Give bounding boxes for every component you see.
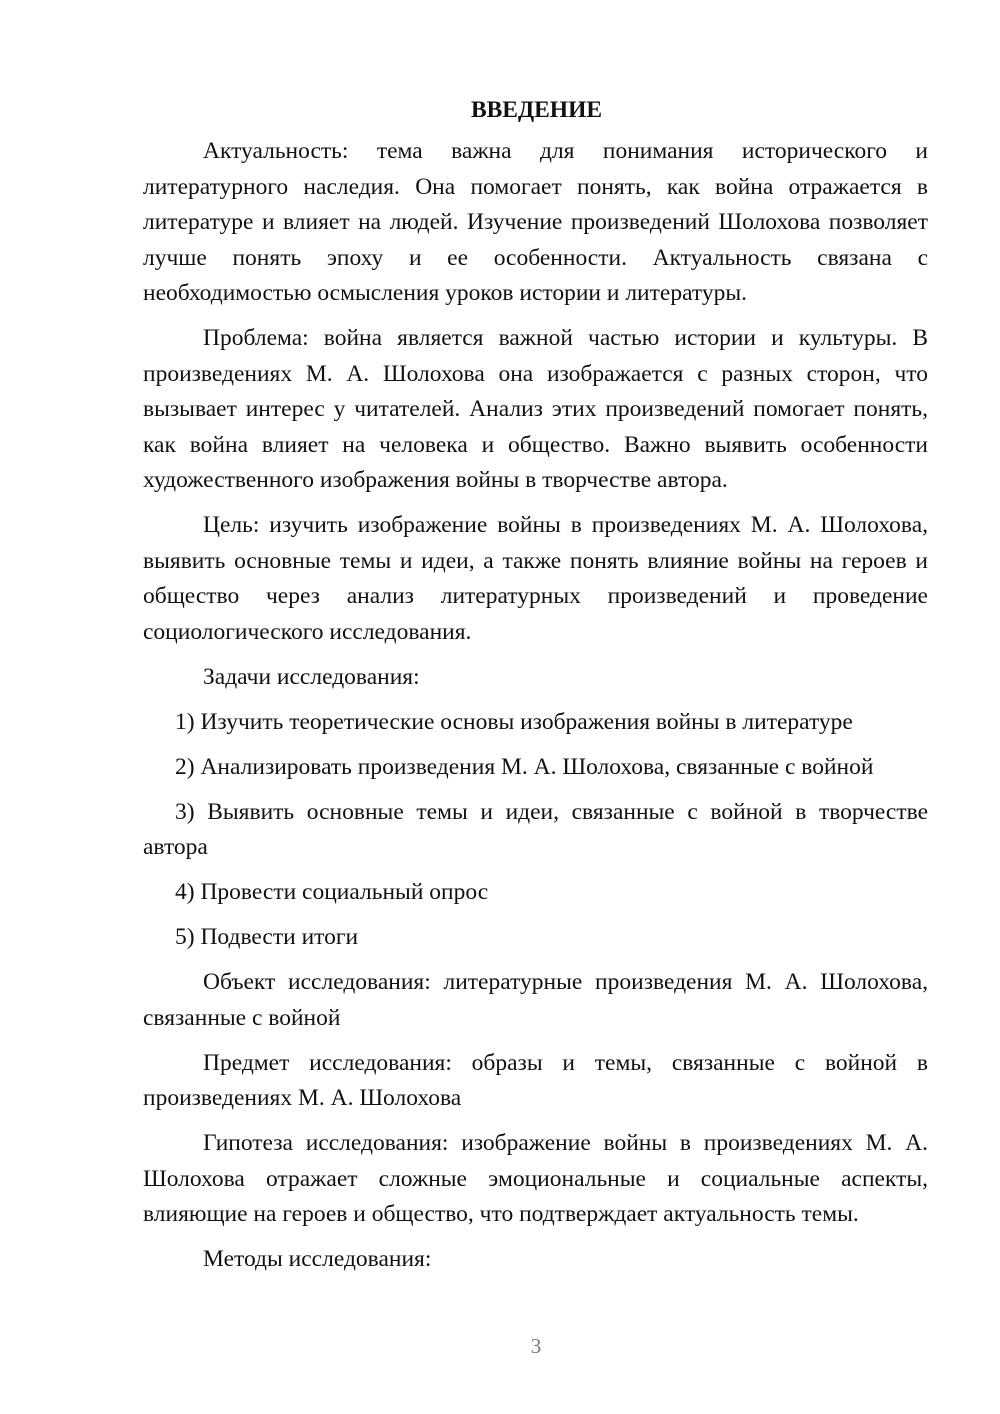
subject-paragraph: Предмет исследования: образы и темы, связанные с войной в произведениях М. А. Шолохова [143,1049,928,1111]
tasks-label: Задачи исследования: [203,663,420,690]
problem-paragraph: Проблема: война является важной частью истории и культуры. В произведениях М. А. Шолохова она изображается с разных сторон, что вызывает интерес у читателей. Анализ этих произведений помогает понять, как война влияет на человека и общество. Важно выявить особенности художественного изображения войны в творчестве автора. [143,325,928,493]
task-item-3: 3) Выявить основные темы и идеи, связанные с войной в творчестве автора [143,798,928,860]
page-number: 3 [530,1334,542,1358]
task-item-1: 1) Изучить теоретические основы изображения войны в литературе [175,708,853,735]
goal-paragraph: Цель: изучить изображение войны в произведениях М. А. Шолохова, выявить основные темы и идеи, а также понять влияние войны на героев и общество через анализ литературных произведений и проведение социологического исследования. [143,512,928,645]
methods-label: Методы исследования: [203,1246,432,1272]
relevance-paragraph: Актуальность: тема важна для понимания исторического и литературного наследия. Она помогает понять, как война отражается в литературе и влияет на людей. Изучение произведений Шолохова позволяет лучше понять эпоху и ее особенности. Актуальность связана с необходимостью осмысления уроков истории и литературы. [143,138,928,306]
section-heading: ВВЕДЕНИЕ [470,97,603,123]
task-item-2: 2) Анализировать произведения М. А. Шолохова, связанные с войной [175,753,874,780]
object-paragraph: Объект исследования: литературные произведения М. А. Шолохова, связанные с войной [143,969,928,1031]
hypothesis-paragraph: Гипотеза исследования: изображение войны в произведениях М. А. Шолохова отражает сложные эмоциональные и социальные аспекты, влияющие на героев и общество, что подтверждает актуальность темы. [143,1130,928,1227]
page-content [143,93,928,1287]
task-item-5: 5) Подвести итоги [175,924,359,950]
task-item-4: 4) Провести социальный опрос [175,879,489,905]
